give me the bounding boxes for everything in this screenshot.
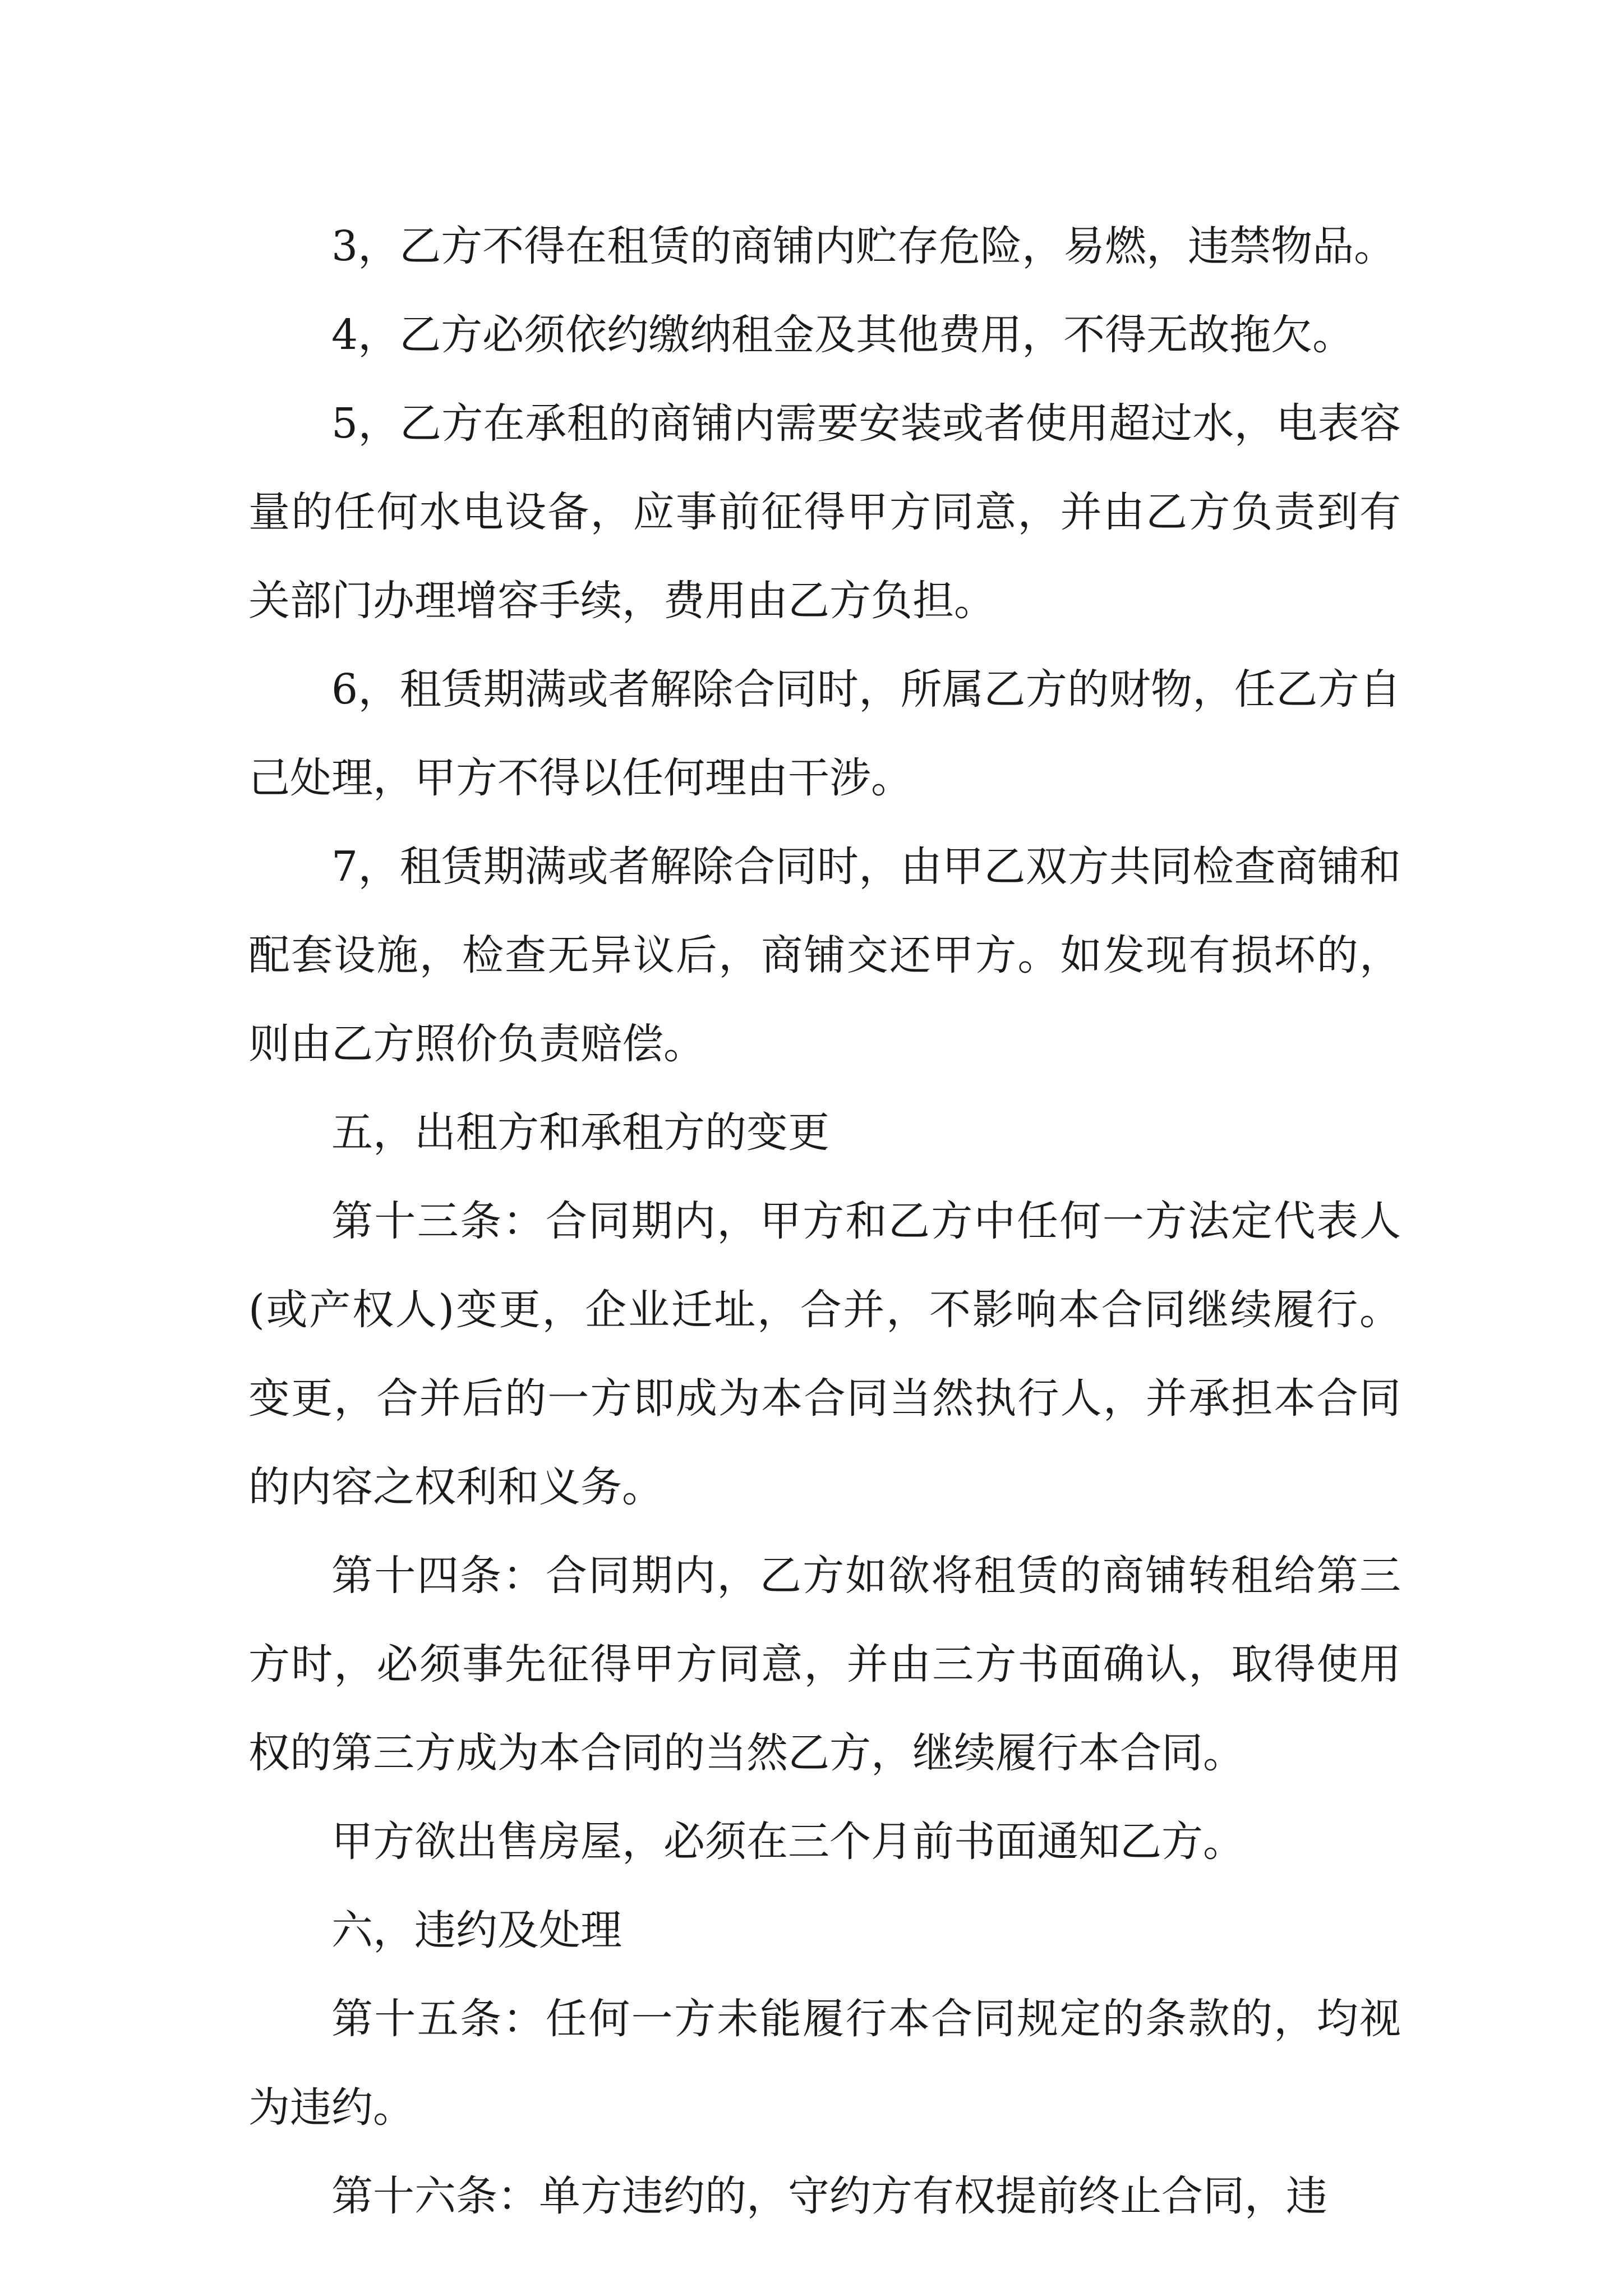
paragraph-sale-notice: 甲方欲出售房屋，必须在三个月前书面通知乙方。 [331, 1818, 1244, 1866]
paragraph-clause-3: 3，乙方不得在租赁的商铺内贮存危险，易燃，违禁物品。 [331, 222, 1396, 270]
section-heading-5: 五，出租方和承租方的变更 [331, 1108, 829, 1157]
paragraph-article-16: 第十六条：单方违约的，守约方有权提前终止合同，违 [331, 2172, 1327, 2220]
paragraph-article-14: 第十四条：合同期内，乙方如欲将租赁的商铺转租给第三方时，必须事先征得甲方同意，并由三方书面确认，取得使用权的第三方成为本合同的当然乙方，继续履行本合同。 [248, 1552, 1401, 1777]
paragraph-clause-6: 6，租赁期满或者解除合同时，所属乙方的财物，任乙方自己处理，甲方不得以任何理由干涉。 [248, 665, 1401, 802]
paragraph-clause-4: 4，乙方必须依约缴纳租金及其他费用，不得无故拖欠。 [331, 311, 1354, 359]
document-body [248, 202, 1401, 2240]
section-heading-6: 六，违约及处理 [331, 1906, 622, 1954]
paragraph-clause-5: 5，乙方在承租的商铺内需要安装或者使用超过水，电表容量的任何水电设备，应事前征得甲方同意，并由乙方负责到有关部门办理增容手续，费用由乙方负担。 [248, 399, 1401, 625]
paragraph-article-13: 第十三条：合同期内，甲方和乙方中任何一方法定代表人(或产权人)变更，企业迁址，合并，不影响本合同继续履行。变更，合并后的一方即成为本合同当然执行人，并承担本合同的内容之权利和义务。 [248, 1197, 1401, 1511]
paragraph-article-15: 第十五条：任何一方未能履行本合同规定的条款的，均视为违约。 [248, 1995, 1401, 2132]
paragraph-clause-7: 7，租赁期满或者解除合同时，由甲乙双方共同检查商铺和配套设施，检查无异议后，商铺交还甲方。如发现有损坏的，则由乙方照价负责赔偿。 [248, 843, 1401, 1068]
